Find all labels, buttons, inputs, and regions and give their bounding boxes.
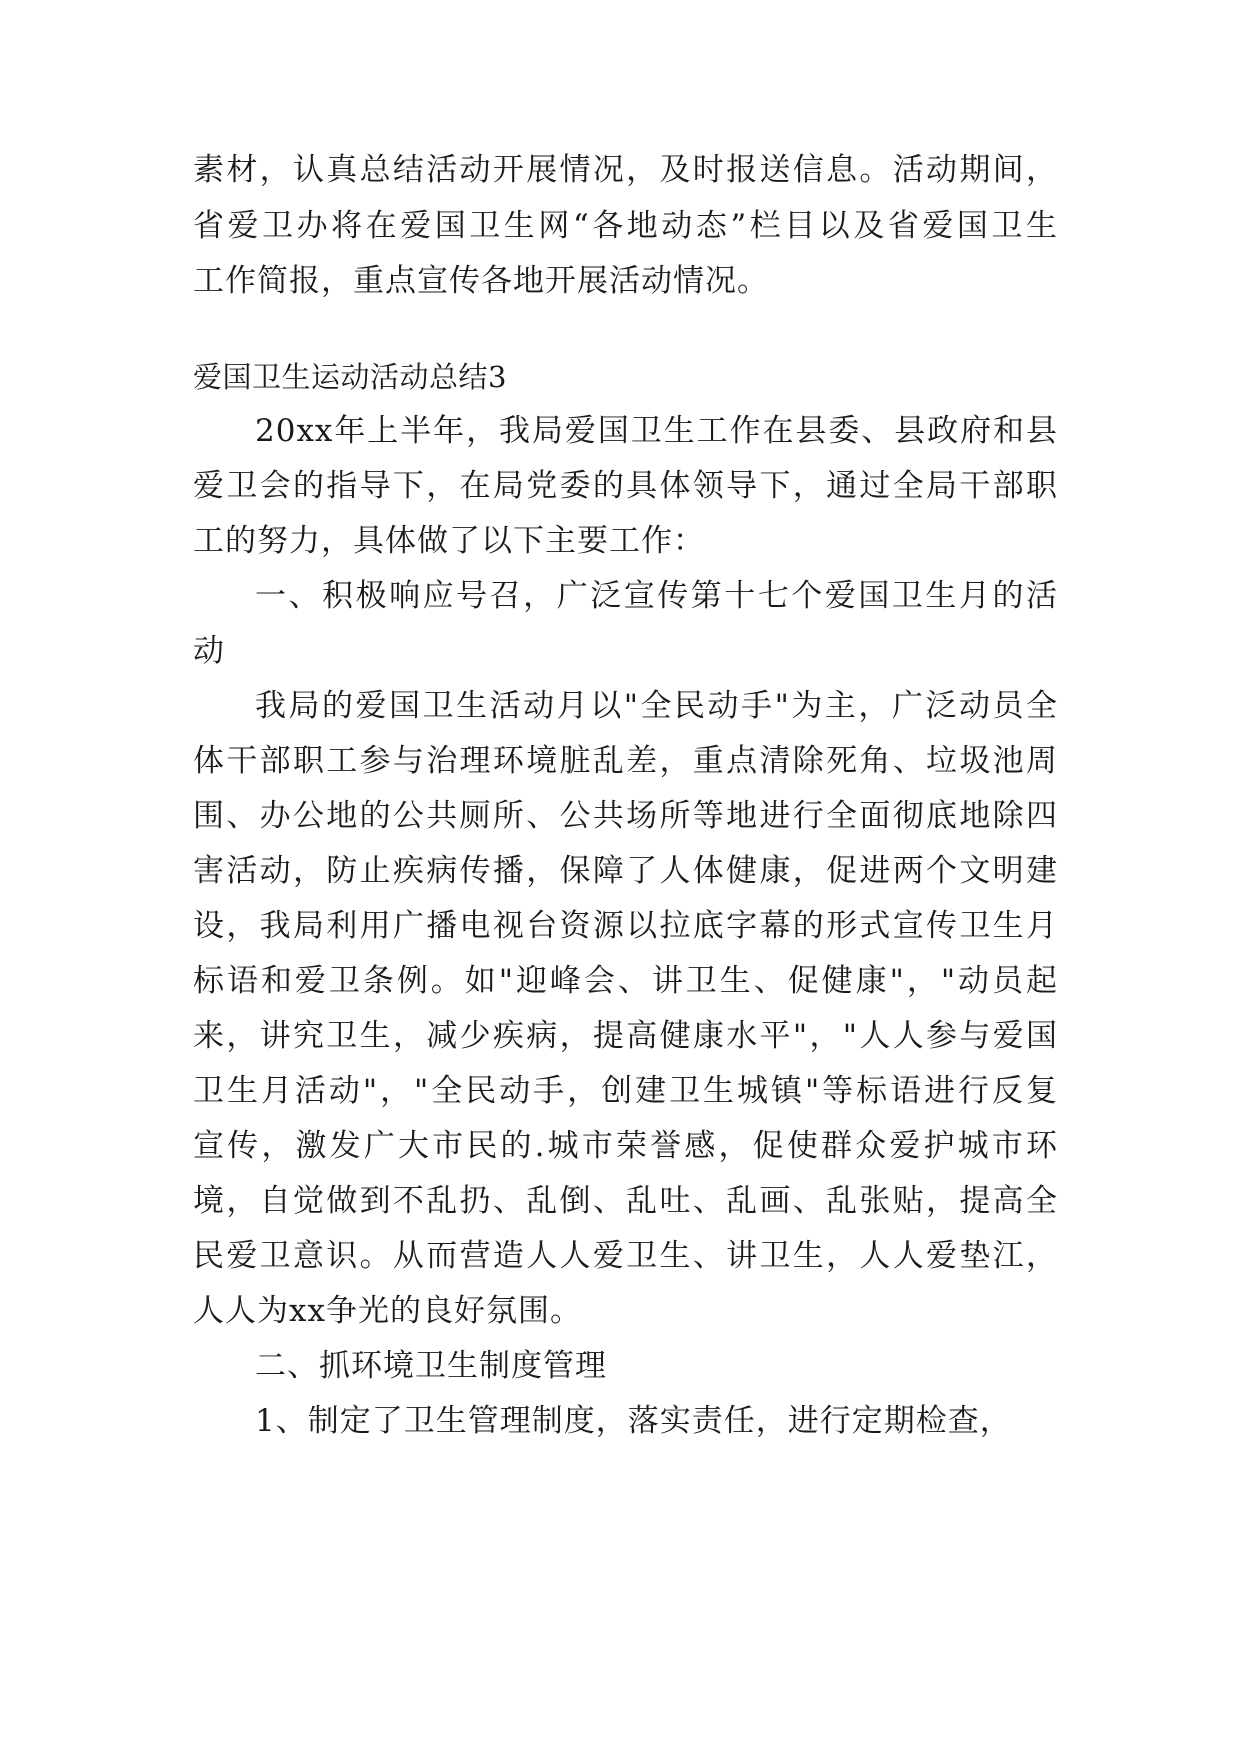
body-line-1: 素材，认真总结活动开展情况，及时报送信息。活动期间， (193, 152, 1058, 188)
body-line-17: 卫生月活动"，"全民动手，创建卫生城镇"等标语进行反复 (193, 1073, 1058, 1109)
body-line-15: 标语和爱卫条例。如"迎峰会、讲卫生、促健康"，"动员起 (193, 963, 1058, 999)
body-line-2: 省爱卫办将在爱国卫生网“各地动态”栏目以及省爱国卫生 (193, 208, 1058, 244)
body-line-19: 境，自觉做到不乱扔、乱倒、乱吐、乱画、乱张贴，提高全 (193, 1183, 1058, 1219)
body-line-20: 民爱卫意识。从而营造人人爱卫生、讲卫生，人人爱垫江， (193, 1238, 1058, 1274)
body-line-3: 工作简报，重点宣传各地开展活动情况。 (193, 263, 769, 299)
body-line-13: 害活动，防止疾病传播，保障了人体健康，促进两个文明建 (193, 853, 1058, 889)
subheading-2: 二、抓环境卫生制度管理 (255, 1348, 607, 1384)
body-line-16: 来，讲究卫生，减少疾病，提高健康水平"，"人人参与爱国 (193, 1018, 1058, 1054)
body-line-12: 围、办公地的公共厕所、公共场所等地进行全面彻底地除四 (193, 798, 1058, 834)
subheading-1-line-1: 一、积极响应号召，广泛宣传第十七个爱国卫生月的活 (255, 578, 1058, 614)
body-line-18: 宣传，激发广大市民的.城市荣誉感，促使群众爱护城市环 (193, 1128, 1058, 1164)
body-line-5: 20xx年上半年，我局爱国卫生工作在县委、县政府和县 (255, 413, 1058, 449)
body-line-21: 人人为xx争光的良好氛围。 (193, 1293, 582, 1329)
body-line-11: 体干部职工参与治理环境脏乱差，重点清除死角、垃圾池周 (193, 743, 1058, 779)
body-line-14: 设，我局利用广播电视台资源以拉底字幕的形式宣传卫生月 (193, 908, 1058, 944)
section-heading: 爱国卫生运动活动总结3 (193, 360, 507, 394)
body-line-6: 爱卫会的指导下，在局党委的具体领导下，通过全局干部职 (193, 468, 1058, 504)
body-line-10: 我局的爱国卫生活动月以"全民动手"为主，广泛动员全 (255, 688, 1058, 724)
body-line-23: 1、制定了卫生管理制度，落实责任，进行定期检查， (255, 1403, 1012, 1439)
subheading-1-line-2: 动 (193, 633, 225, 669)
body-line-7: 工的努力，具体做了以下主要工作： (193, 523, 705, 559)
